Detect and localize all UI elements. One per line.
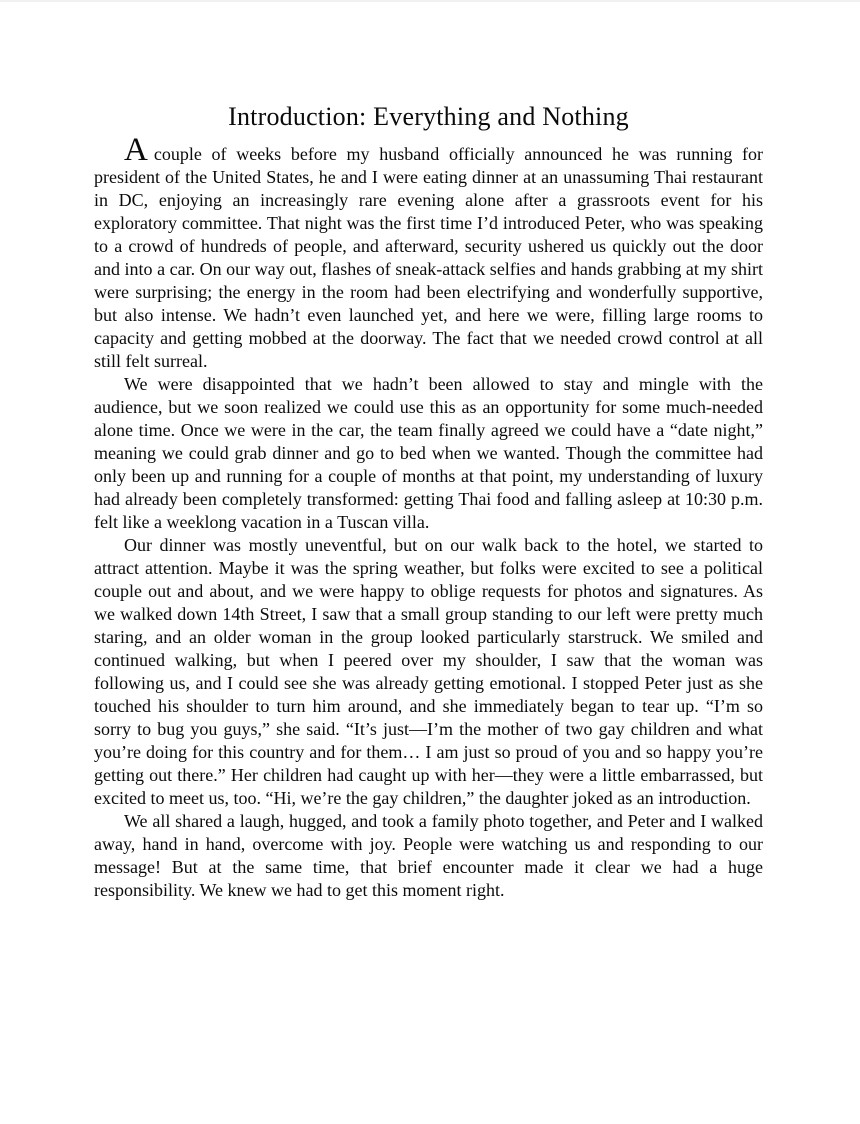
opening-paragraph-text: couple of weeks before my husband officially announced he was running for president of the United States, he and I were eating dinner at an unassuming Thai restaurant in DC, enjoying an increasingly rare evening alone after a grassroots event for his exploratory committee. That night was the first time I’d introduced Peter, who was speaking to a crowd of hundreds of people, and afterward, security ushered us quickly out the door and into a car. On our way out, flashes of sneak-attack selfies and hands grabbing at my shirt were surprising; the energy in the room had been electrifying and wonderfully supportive, but also intense. We hadn’t even launched yet, and here we were, filling large rooms to capacity and getting mobbed at the doorway. The fact that we needed crowd control at all still felt surreal. [94, 144, 763, 371]
raised-initial-cap: A [124, 132, 148, 168]
body-paragraph: Our dinner was mostly uneventful, but on our walk back to the hotel, we started to attract attention. Maybe it was the spring weather, but folks were excited to see a political couple out and about, and we were happy to oblige requests for photos and signatures. As we walked down 14th Street, I saw that a small group standing to our left were pretty much staring, and an older woman in the group looked particularly starstruck. We smiled and continued walking, but when I peered over my shoulder, I saw that the woman was following us, and I could see she was already getting emotional. I stopped Peter just as she touched his shoulder to turn him around, and she immediately began to tear up. “I’m so sorry to bug you guys,” she said. “It’s just—I’m the mother of two gay children and what you’re doing for this country and for them… I am just so proud of you and so happy you’re getting out there.” Her children had caught up with her—they were a little embarrassed, but excited to meet us, too. “Hi, we’re the gay children,” the daughter joked as an introduction. [94, 535, 763, 808]
body-paragraph: We all shared a laugh, hugged, and took a family photo together, and Peter and I walked away, hand in hand, overcome with joy. People were watching us and responding to our message! But at the same time, that brief encounter made it clear we had a huge responsibility. We knew we had to get this moment right. [94, 811, 763, 900]
opening-paragraph [94, 132, 763, 373]
book-page [94, 0, 763, 902]
chapter-title: Introduction: Everything and Nothing [228, 102, 629, 131]
body-paragraph: We were disappointed that we hadn’t been allowed to stay and mingle with the audience, but we soon realized we could use this as an opportunity for some much-needed alone time. Once we were in the car, the team finally agreed we could have a “date night,” meaning we could grab dinner and go to bed when we wanted. Though the committee had only been up and running for a couple of months at that point, my understanding of luxury had already been completely transformed: getting Thai food and falling asleep at 10:30 p.m. felt like a weeklong vacation in a Tuscan villa. [94, 374, 763, 532]
